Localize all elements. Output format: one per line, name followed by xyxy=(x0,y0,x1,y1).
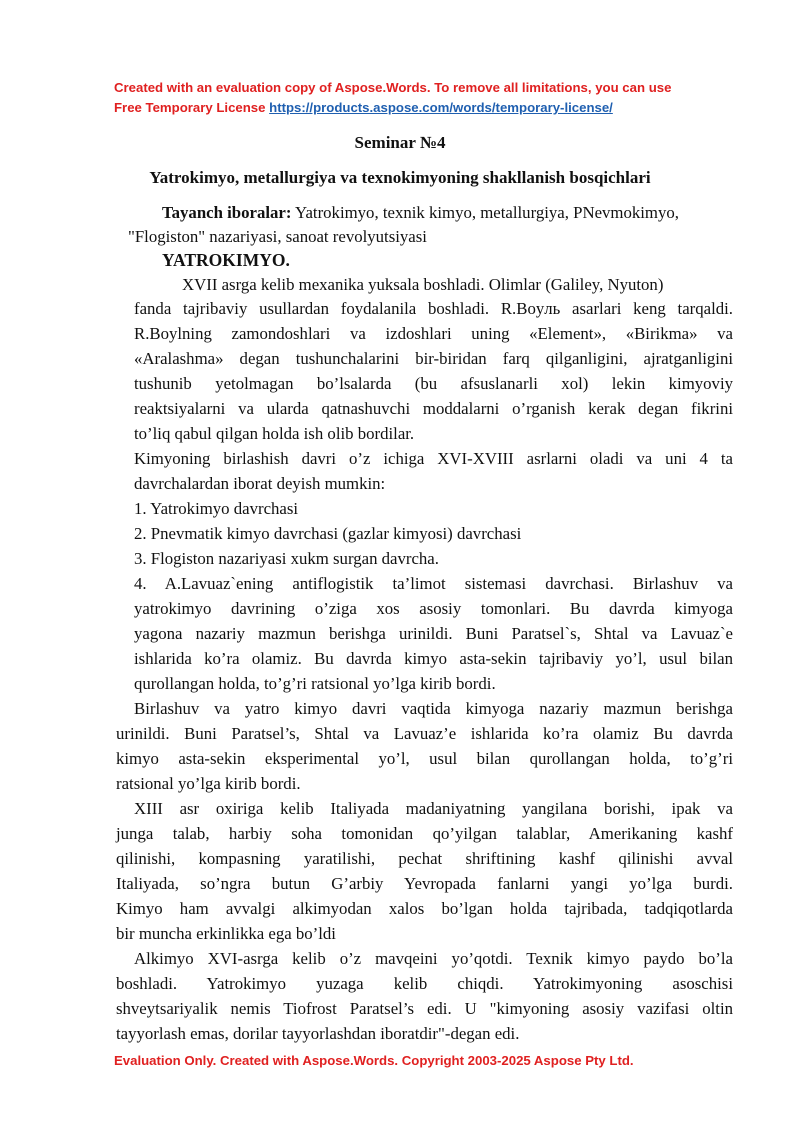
keywords-line-2: "Flogiston" nazariyasi, sanoat revolyutsiyasi xyxy=(128,227,427,246)
body-line: «Aralashma» degan tushunchalarini bir-biridan farq qilganligini, ajratganligini xyxy=(134,349,733,368)
body-line: Kimyoning birlashish davri o’z ichiga XVI-XVIII asrlarni oladi va uni 4 ta xyxy=(134,449,733,468)
body-line: kimyo asta-sekin eksperimental yo’l, usul bilan qurollangan holda, to’g’ri xyxy=(116,749,733,768)
body-line: junga talab, harbiy soha tomonidan qo’yilgan talablar, Amerikaning kashf xyxy=(116,824,733,843)
body-line: tushunib yetolmagan bo’lsalarda (bu afsuslanarli xol) lekin kimyoviy xyxy=(134,374,733,393)
body-line: reaktsiyalarni va ularda qatnashuvchi moddalarni o’rganish kerak degan fikrini xyxy=(134,399,733,418)
section-heading: YATROKIMYO. xyxy=(162,250,290,270)
watermark-line-1: Created with an evaluation copy of Aspose.Words. To remove all limitations, you can use xyxy=(114,80,672,95)
keywords-text: Yatrokimyo, texnik kimyo, metallurgiya, PNevmokimyo, xyxy=(291,203,679,222)
body-line: Italiyada, so’ngra butun G’arbiy Yevropada fanlarni yangi yo’lga burdi. xyxy=(116,874,733,893)
body-line: R.Boylning zamondoshlari va izdoshlari uning «Element», «Birikma» va xyxy=(134,324,733,343)
list-item: 3. Flogiston nazariyasi xukm surgan davrcha. xyxy=(134,549,439,568)
body-line: ratsional yo’lga kirib bordi. xyxy=(116,774,301,793)
list-item: 1. Yatrokimyo davrchasi xyxy=(134,499,299,518)
temporary-license-link[interactable]: https://products.aspose.com/words/temporary-license/ xyxy=(269,100,613,115)
document-title: Yatrokimyo, metallurgiya va texnokimyoning shakllanish bosqichlari xyxy=(149,168,651,187)
watermark-license-text: Free Temporary License xyxy=(114,100,270,115)
body-line: ishlarida ko’ra olamiz. Bu davrda kimyo asta-sekin tajribaviy yo’l, usul bilan xyxy=(134,649,733,668)
body-line: XIII asr oxiriga kelib Italiyada madaniyatning yangilana borishi, ipak va xyxy=(134,799,733,818)
watermark-line-2 xyxy=(114,98,754,118)
body-line: yagona nazariy mazmun berishga urinildi. Buni Paratsel`s, Shtal va Lavuaz`e xyxy=(134,624,733,643)
body-line: Alkimyo XVI-asrga kelib o’z mavqeini yo’qotdi. Texnik kimyo paydo bo’la xyxy=(134,949,733,968)
body-line: davrchalardan iborat deyish mumkin: xyxy=(134,474,386,493)
body-line: XVII asrga kelib mexanika yuksala boshladi. Olimlar (Galiley, Nyuton) xyxy=(182,275,664,294)
evaluation-watermark-top xyxy=(114,78,754,118)
body-line: to’liq qabul qilgan holda ish olib bordilar. xyxy=(134,424,415,443)
evaluation-watermark-bottom: Evaluation Only. Created with Aspose.Words. Copyright 2003-2025 Aspose Pty Ltd. xyxy=(114,1053,634,1068)
keywords-label: Tayanch iboralar: xyxy=(162,203,292,222)
body-line: qilinishi, kompasning yaratilishi, pechat shriftining kashf qilinishi avval xyxy=(116,849,733,868)
list-item: 4. A.Lavuaz`ening antiflogistik ta’limot sistemasi davrchasi. Birlashuv va xyxy=(134,574,733,593)
keywords-line-1 xyxy=(162,203,679,223)
body-line: bir muncha erkinlikka ega bo’ldi xyxy=(116,924,336,943)
body-line: shveytsariyalik nemis Tiofrost Paratsel’s edi. U "kimyoning asosiy vazifasi oltin xyxy=(116,999,733,1018)
body-line: fanda tajribaviy usullardan foydalanila boshladi. R.Boyль asarlari keng tarqaldi. xyxy=(134,299,733,318)
body-line: qurollangan holda, to’g’ri ratsional yo’lga kirib bordi. xyxy=(134,674,496,693)
list-item: 2. Pnevmatik kimyo davrchasi (gazlar kimyosi) davrchasi xyxy=(134,524,522,543)
body-line: urinildi. Buni Paratsel’s, Shtal va Lavuaz’e ishlarida ko’ra olamiz Bu davrda xyxy=(116,724,733,743)
body-line: Kimyo ham avvalgi alkimyodan xalos bo’lgan holda tajribada, tadqiqotlarda xyxy=(116,899,733,918)
body-line: boshladi. Yatrokimyo yuzaga kelib chiqdi. Yatrokimyoning asoschisi xyxy=(116,974,733,993)
body-line: Birlashuv va yatro kimyo davri vaqtida kimyoga nazariy mazmun berishga xyxy=(134,699,733,718)
seminar-number: Seminar №4 xyxy=(354,133,446,152)
body-line: yatrokimyo davrining o’ziga xos asosiy tomonlari. Bu davrda kimyoga xyxy=(134,599,733,618)
body-line: tayyorlash emas, dorilar tayyorlashdan iboratdir"-degan edi. xyxy=(116,1024,520,1043)
